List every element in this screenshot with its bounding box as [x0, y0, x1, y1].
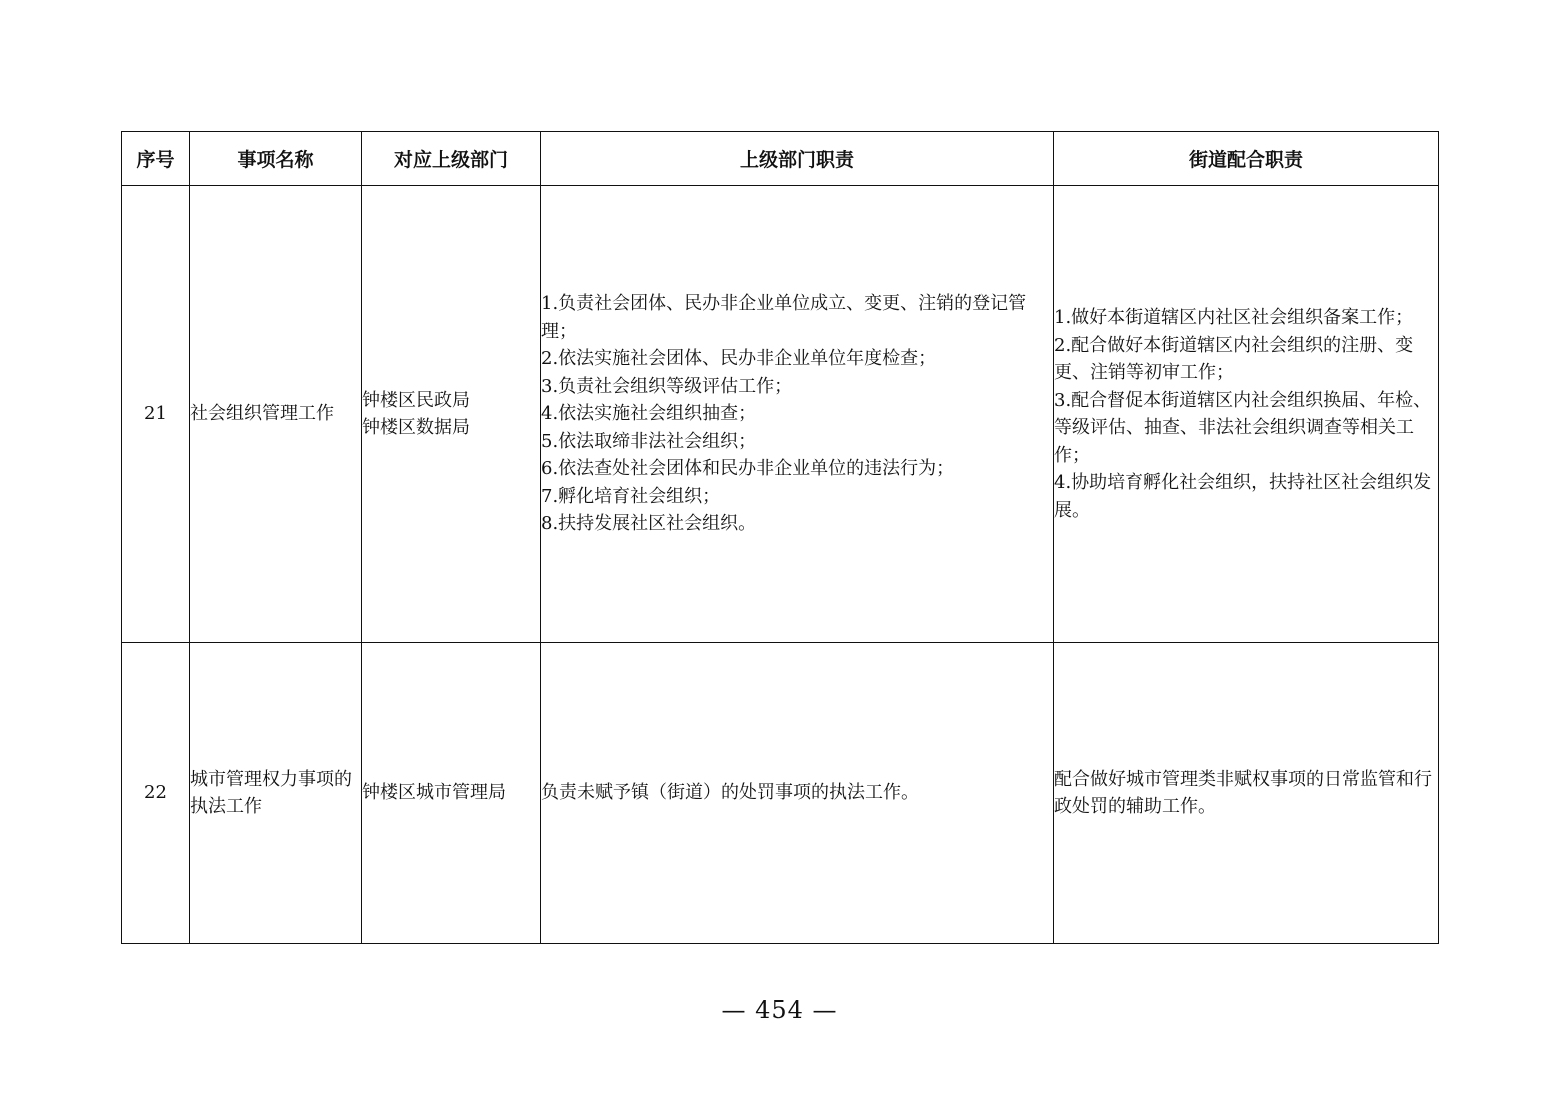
- table-header-row: [122, 132, 1439, 186]
- duty-table: [121, 131, 1439, 944]
- dept-duty-item: 1.负责社会团体、民办非企业单位成立、变更、注销的登记管理；: [541, 293, 1027, 342]
- header-item-name: 事项名称: [190, 132, 362, 186]
- street-duty-item: 1.做好本街道辖区内社区社会组织备案工作；: [1054, 307, 1414, 328]
- dept-duty-item: 6.依法查处社会团体和民办非企业单位的违法行为；: [541, 458, 955, 480]
- street-duty-cell: [1054, 643, 1439, 944]
- row-number: 21: [122, 186, 190, 643]
- dept-duty-item: 2.依法实施社会团体、民办非企业单位年度检查；: [541, 348, 937, 370]
- item-name: 社会组织管理工作: [190, 186, 362, 643]
- header-street-duty: 街道配合职责: [1054, 132, 1439, 186]
- department-name: 钟楼区数据局: [362, 417, 470, 438]
- department-cell: [362, 643, 541, 944]
- dept-duty-item: 5.依法取缔非法社会组织；: [541, 430, 757, 452]
- street-duty-item: 4.协助培育孵化社会组织，扶持社区社会组织发展。: [1054, 472, 1432, 521]
- street-duty-cell: [1054, 186, 1439, 643]
- header-no: 序号: [122, 132, 190, 186]
- table-row: [122, 643, 1439, 944]
- street-duty-item: 2.配合做好本街道辖区内社会组织的注册、变更、注销等初审工作；: [1054, 334, 1414, 383]
- row-number: 22: [122, 643, 190, 944]
- dept-duty-item: 8.扶持发展社区社会组织。: [541, 513, 757, 535]
- department-cell: [362, 186, 541, 643]
- department-name: 钟楼区民政局: [362, 389, 470, 411]
- dept-duty-item: 3.负责社会组织等级评估工作；: [541, 375, 793, 397]
- item-name: 城市管理权力事项的执法工作: [190, 643, 362, 944]
- dept-duty-item: 7.孵化培育社会组织；: [541, 485, 721, 507]
- dept-duty-cell: [541, 186, 1054, 643]
- street-duty-item: 3.配合督促本街道辖区内社会组织换届、年检、等级评估、抽查、非法社会组织调查等相关工作；: [1054, 389, 1432, 466]
- dept-duty-item: 负责未赋予镇（街道）的处罚事项的执法工作。: [541, 782, 919, 804]
- table-row: [122, 186, 1439, 643]
- dept-duty-cell: [541, 643, 1054, 944]
- header-dept-duty: 上级部门职责: [541, 132, 1054, 186]
- department-name: 钟楼区城市管理局: [362, 782, 506, 804]
- header-department: 对应上级部门: [362, 132, 541, 186]
- page-number: — 454 —: [721, 996, 838, 1024]
- dept-duty-item: 4.依法实施社会组织抽查；: [541, 403, 757, 425]
- street-duty-item: 配合做好城市管理类非赋权事项的日常监管和行政处罚的辅助工作。: [1054, 768, 1432, 817]
